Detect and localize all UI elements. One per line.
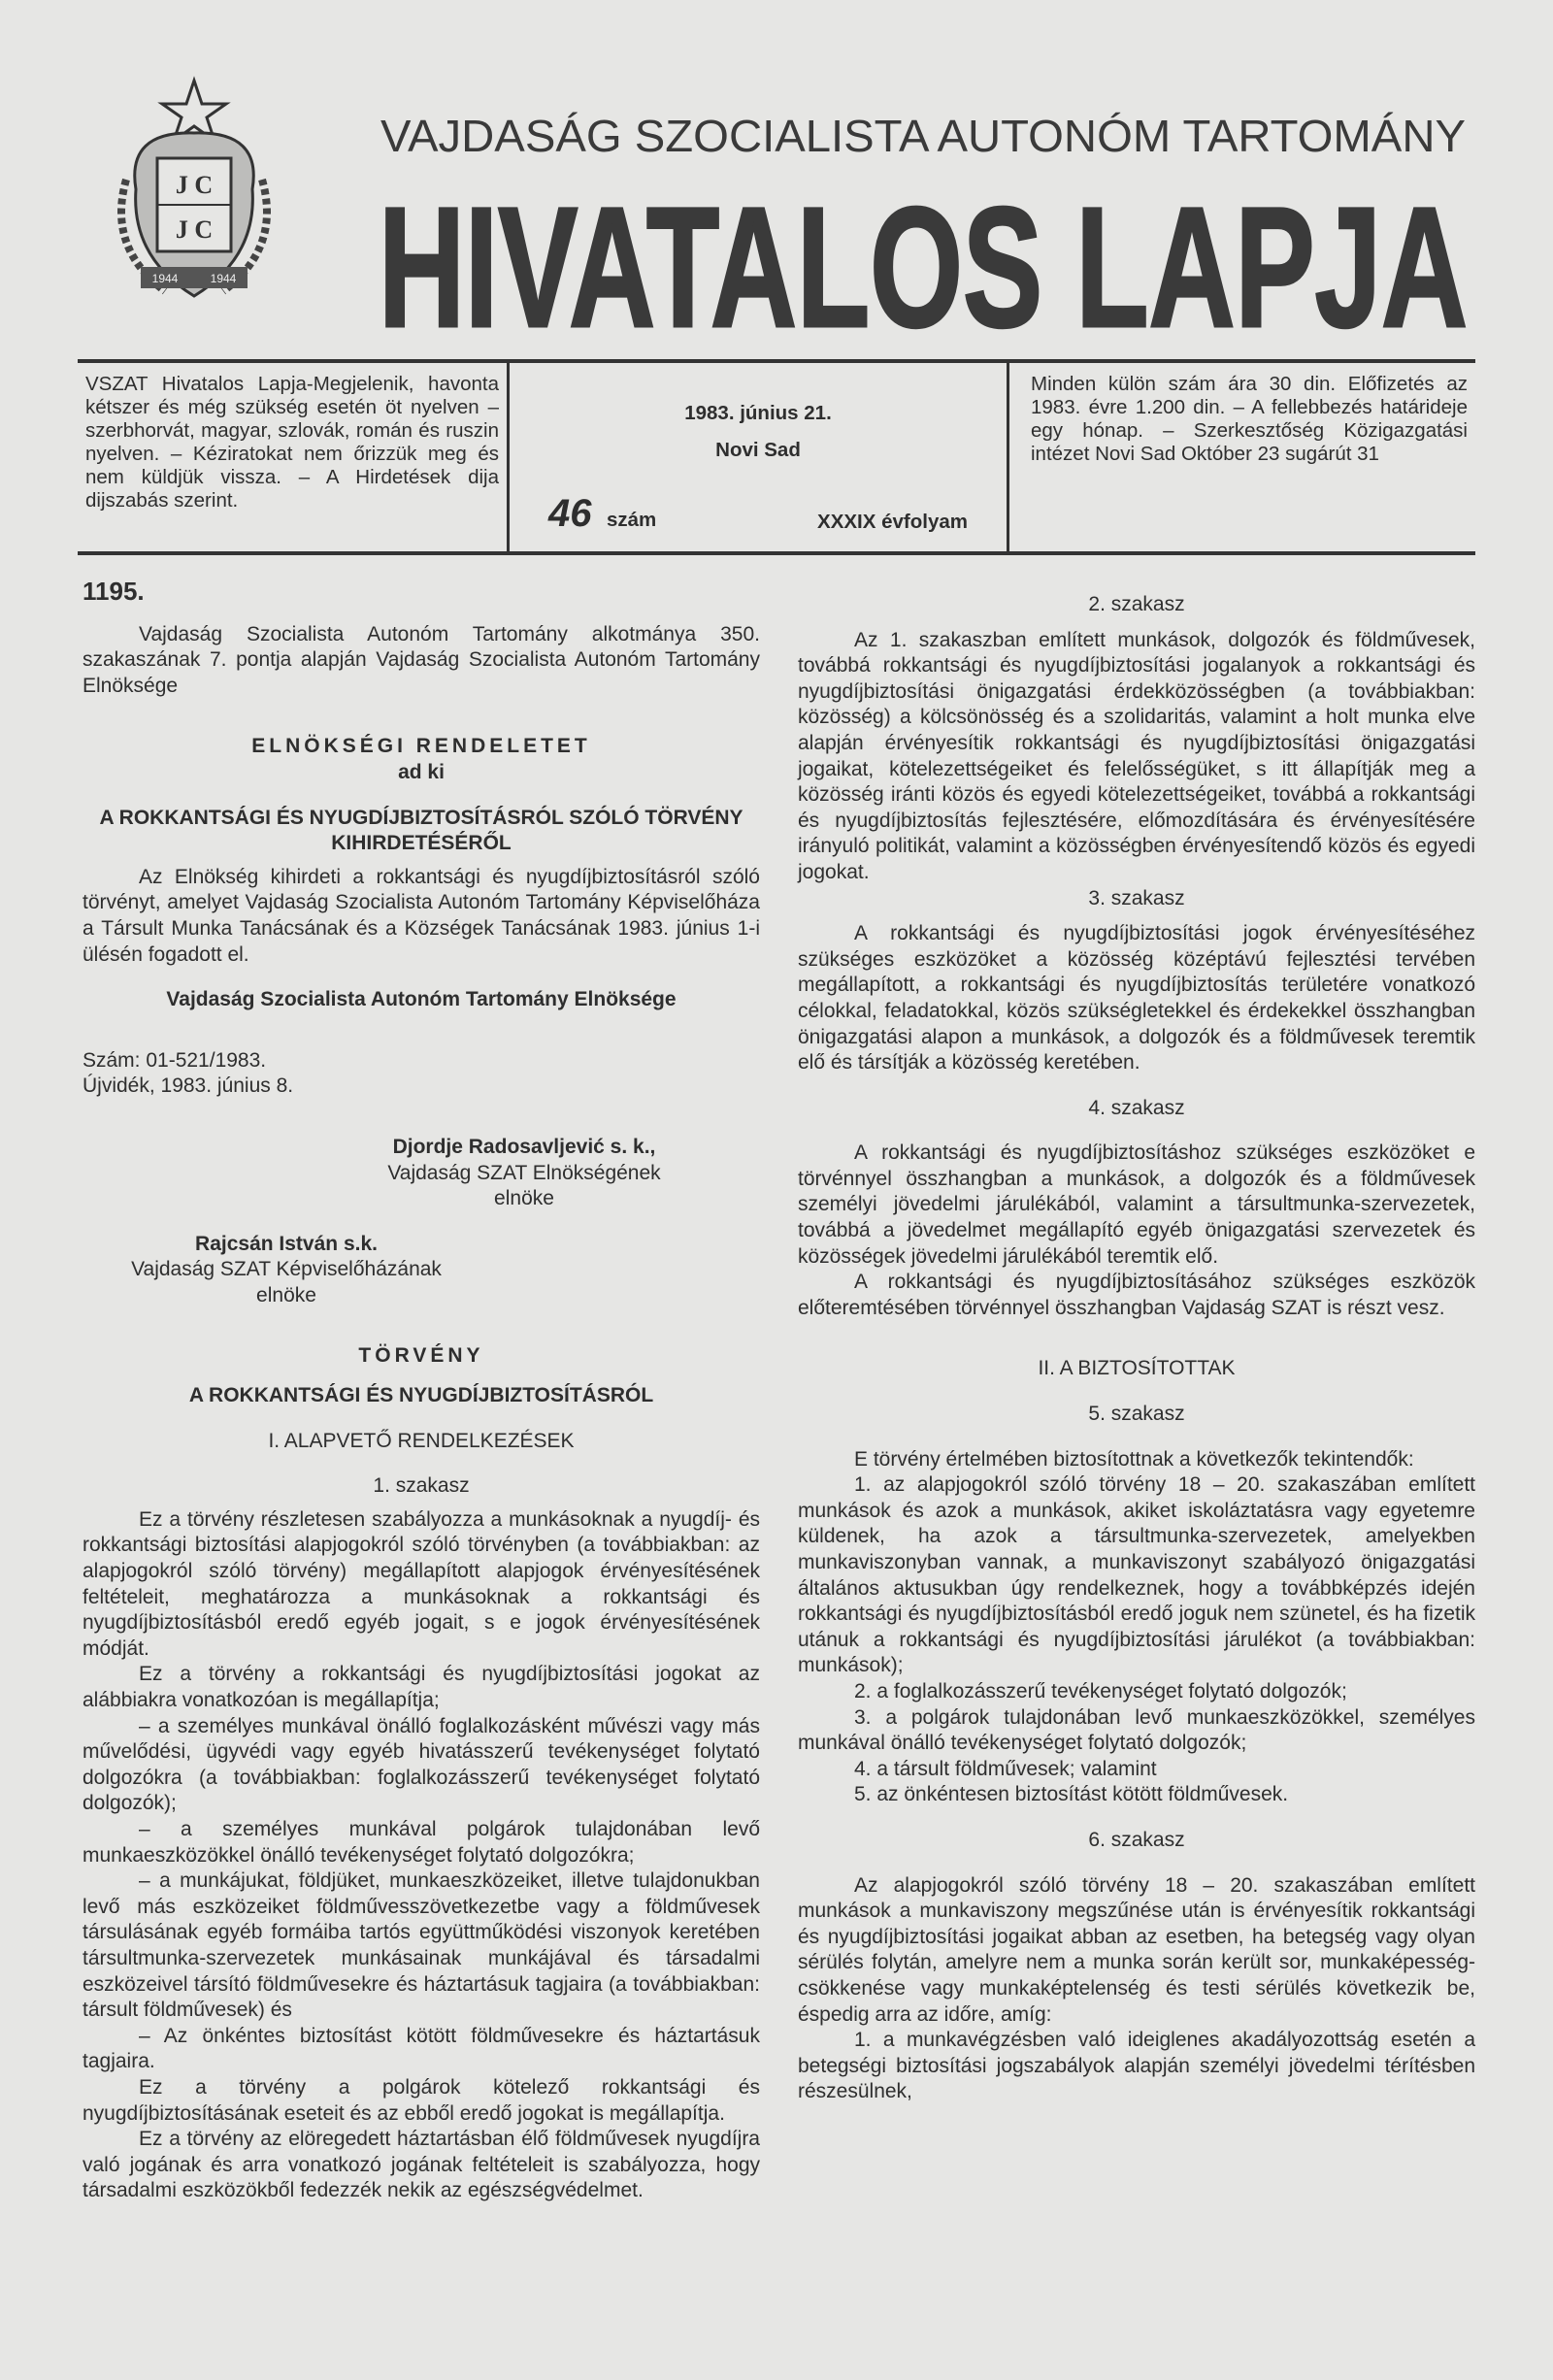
issue-date: 1983. június 21. (684, 402, 832, 424)
signature-block-2 (102, 1232, 471, 1309)
decree-sub: ad ki (398, 760, 445, 783)
section-paragraph: Ez a törvény részletesen szabályozza a munkásoknak a nyugdíj- és rokkantsági biztosítási alapjogokról szóló törvényben (a továbbiakban: az alapjogokról szóló törvény) megállapított alapjogok érvényesítésének feltételeit, meghatározza a munkásoknak a rokkantsági és nyugdíjbiztosításból eredő egyéb jogait, s e jogok érvényesítésének módját. (83, 1507, 760, 1660)
section-title: 4. szakasz (1088, 1096, 1185, 1119)
masthead-subtitle-box (380, 109, 1470, 165)
masthead-subtitle: VAJDASÁG SZOCIALISTA AUTONÓM TARTOMÁNY (380, 111, 1466, 161)
section-paragraph: Ez a törvény a polgárok kötelező rokkantsági és nyugdíjbiztosításának eseteit és az ebből eredő jogokat is megállapítja. (83, 2075, 760, 2125)
section-paragraph: 5. az önkéntesen biztosítást kötött földművesek. (854, 1783, 1289, 1806)
section-paragraph: – a személyes munkával polgárok tulajdonában levő munkaeszközökkel önálló tevékenységet folytató dolgozókra; (83, 1817, 760, 1867)
left-column (83, 578, 760, 2204)
section-paragraph: Az alapjogokról szóló törvény 18 – 20. szakaszában említett munkások a munkaviszony megszűnése után is érvényesítik rokkantsági és nyugdíjbiztosítási jogaikat abban az esetben, ha betegség vagy olyan sérülés folytán, amelyre nem a munka során került sor, munkaképesség-csökkenése vagy munkaképtelenség és testi sérülés következik be, éspedig arra az időre, amíg: (798, 1873, 1475, 2026)
publication-info: VSZAT Hivatalos Lapja-Megjelenik, havonta kétszer és még szükség esetén öt nyelven – szerbhorvát, magyar, szlovák, román és ruszin nyelven. – Kéziratokat nem őrizzük meg és nem küldjük vissza. – A Hirdetések dija dijszabás szerint. (78, 363, 510, 551)
section-paragraph: – a személyes munkával önálló foglalkozásként művészi vagy más művelődési, ügyvédi vagy egyéb hivatásszerű tevékenységet folytató dolgozókra (a továbbiakban: foglalkozásszerű tevékenységet folytató dolgozók); (83, 1714, 760, 1815)
section-paragraph: 4. a társult földművesek; valamint (854, 1757, 1157, 1780)
section-paragraph: Ez a törvény az elöregedett háztartásban élő földművesek nyugdíjra való jogának és arra vonatkozó jogának feltételeit is szabályozza, hogy társadalmi eszközökből fedezzék nekik az egészségvédelmet. (83, 2128, 760, 2202)
section-paragraph: Az 1. szakaszban említett munkások, dolgozók és földművesek, továbbá rokkantsági és nyugdíjbiztosítási jogalanyok a rokkantsági és nyugdíjbiztosítási önigazgatási érdekközösségben (a továbbiakban: közösség) a kölcsönösség és a szolidaritás, valamint a holt munka elve alapján érvényesítik rokkantsági és nyugdíjbiztosítási önigazgatási jogaikat, kötelezettségeiket és felelősségüket, s itt állapítják meg a közösség iránti közös és egyedi kötelezettségeiket, továbbá a rokkantsági és nyugdíjbiztosítás fejlesztésére, előmozdítására és érvényesítésére irányuló politikát, valamint a közösségben érvényesítendő közös és egyedi jogokat. (798, 628, 1475, 883)
page-body (78, 359, 1475, 2204)
law-title: A ROKKANTSÁGI ÉS NYUGDÍJBIZTOSÍTÁSRÓL (188, 1384, 654, 1407)
section-paragraph: 3. a polgárok tulajdonában levő munkaeszközökkel, személyes munkával önálló tevékenységet folytató dolgozók; (798, 1705, 1475, 1755)
signer-role: elnöke (494, 1187, 554, 1210)
item-number: 1195. (83, 577, 145, 606)
issue-number: 46 (548, 492, 592, 535)
decree-heading: ELNÖKSÉGI RENDELETET (251, 735, 591, 758)
signer-name: Djordje Radosavljević s. k., (392, 1135, 656, 1158)
subscription-info: Minden külön szám ára 30 din. Előfizetés az 1983. évre 1.200 din. – A fellebbezés határideje egy hónap. – Szerkesztőség Közigazgatási intézet Novi Sad Október 23 sugárút 31 (1031, 373, 1468, 465)
issuer: Vajdaság Szocialista Autonóm Tartomány Elnöksége (166, 988, 677, 1011)
section-title: 1. szakasz (373, 1474, 470, 1498)
svg-text:1944: 1944 (210, 272, 237, 285)
decree-title: A ROKKANTSÁGI ÉS NYUGDÍJBIZTOSÍTÁSRÓL SZÓLÓ TÖRVÉNY KIHIRDETÉSÉRŐL (99, 806, 743, 855)
section-paragraph: A rokkantsági és nyugdíjbiztosításhoz szükséges eszközöket e törvénnyel összhangban a munkások, a dolgozók és a földművesek személyi jövedelmi járulékából, valamint a társultmunka-szervezetek, továbbá a jövedelmet megállapító egyéb önigazgatási szervezetek és közösségek jövedelmi járulékából teremtik elő. (798, 1141, 1475, 1268)
section-title: 5. szakasz (1088, 1403, 1185, 1426)
place-date: Újvidék, 1983. június 8. (83, 1074, 294, 1098)
part-heading: I. ALAPVETŐ RENDELKEZÉSEK (268, 1429, 575, 1452)
section-paragraph: A rokkantsági és nyugdíjbiztosításához szükséges eszközök előteremtésében törvénnyel összhangban Vajdaság SZAT is részt vesz. (798, 1271, 1475, 1319)
coat-of-arms-emblem (97, 73, 291, 325)
section-paragraph: E törvény értelmében biztosítottnak a következők tekintendők: (854, 1447, 1414, 1471)
intro-text: Vajdaság Szocialista Autonóm Tartomány alkotmánya 350. szakaszának 7. pontja alapján Vajdaság Szocialista Autonóm Tartomány Elnöksége (83, 622, 760, 697)
coat-of-arms-icon (97, 73, 291, 325)
section-paragraph: 1. az alapjogokról szóló törvény 18 – 20. szakaszában említett munkások és azok a munkások, akiket iskoláztatásra vagy egyetemre küldenek, ha azok a társultmunka-szervezetek, amelyekben munkaviszonyban vannak, a munkaviszonyt szabályozó önigazgatási általános aktusukban úgy rendelkeznek, hogy a továbbképzés idején rokkantsági és nyugdíjbiztosításból eredő joguk nem szünetel, és ha fizetik utánuk a rokkantsági és nyugdíjbiztosítási járulékot (a továbbiakban: munkások); (798, 1473, 1475, 1677)
masthead-title-box (379, 171, 1470, 342)
section-paragraph: Ez a törvény a rokkantsági és nyugdíjbiztosítási jogokat az alábbiakra vonatkozóan is megállapítja; (83, 1663, 760, 1711)
svg-text:1944: 1944 (151, 272, 179, 285)
section-paragraph: 1. a munkavégzésben való ideiglenes akadályozottság esetén a betegségi biztosítási jogszabályok alapján személyi jövedelmi térítésben részesülnek, (798, 2029, 1475, 2103)
section-paragraph: A rokkantsági és nyugdíjbiztosítási jogok érvényesítéséhez szükséges eszközöket a közösség középtávú fejlesztési tervében megállapított, a rokkantsági és nyugdíjbiztosítás területére vonatkozó célokkal, feladatokkal, közös szükségletekkel és érdekekkel összhangban önigazgatási alapon a munkások, a dolgozók és a földművesek teremtik elő és társítják a közösség keretében. (798, 922, 1475, 1074)
signer-role: elnöke (256, 1283, 316, 1306)
masthead-title: HIVATALOS LAPJA (379, 173, 1468, 342)
signer-title: Vajdaság SZAT Képviselőházának (131, 1258, 442, 1281)
svg-text:Ј С: Ј С (175, 171, 214, 199)
signer-name: Rajcsán István s.k. (195, 1232, 378, 1255)
section-paragraph: – Az önkéntes biztosítást kötött földművesekre és háztartásuk tagjaira. (83, 2024, 760, 2073)
part-heading: II. A BIZTOSÍTOTTAK (1038, 1357, 1236, 1380)
section-title: 2. szakasz (1088, 593, 1185, 615)
issue-details (510, 363, 1009, 551)
section-paragraph: 2. a foglalkozásszerű tevékenységet folytató dolgozók; (854, 1679, 1347, 1702)
section-title: 6. szakasz (1088, 1828, 1185, 1851)
section-paragraph: – a munkájukat, földjüket, munkaeszközeiket, illetve tulajdonukban levő más eszközeiket földművesszövetkezetbe vagy a földművesek társulásának egyéb formáiba tartós együttműködési viszonyok keretében társultmunka-szervezetek munkásainak munkájával és társadalmi eszközeivel társító földművesekre és háztartásuk tagjaira (a továbbiakban: társult földművesek) és (83, 1869, 760, 2022)
section-title: 3. szakasz (1088, 886, 1185, 909)
issue-city: Novi Sad (715, 439, 801, 461)
columns (78, 578, 1475, 2204)
decree-text: Az Elnökség kihirdeti a rokkantsági és nyugdíjbiztosításról szóló törvényt, amelyet Vajdaság Szocialista Autonóm Tartomány Képviselőháza a Társult Munka Tanácsának és a Községek Tanácsának 1983. június 1-i ülésén fogadott el. (83, 865, 760, 966)
issue-info-box (78, 359, 1475, 555)
volume: XXXIX évfolyam (817, 511, 968, 533)
law-heading: TÖRVÉNY (358, 1344, 484, 1368)
reference-number: Szám: 01-521/1983. (83, 1048, 267, 1072)
signature-block-1 (364, 1135, 684, 1212)
signer-title: Vajdaság SZAT Elnökségének (387, 1161, 661, 1184)
issue-label: szám (607, 509, 657, 531)
svg-text:Ј С: Ј С (175, 215, 214, 244)
right-column (798, 578, 1475, 2204)
